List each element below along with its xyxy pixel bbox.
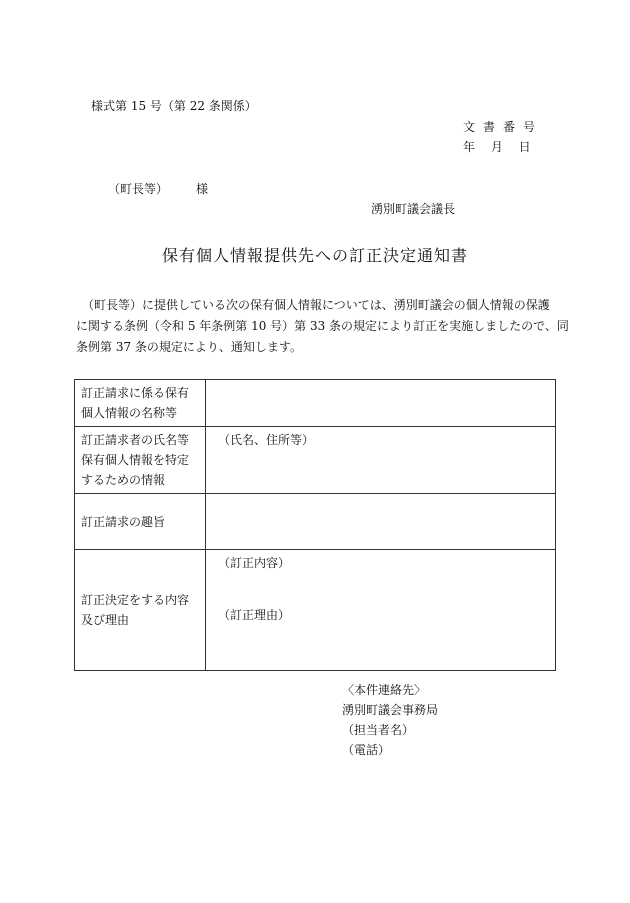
table-row xyxy=(75,550,556,671)
date-line: 年 月 日 xyxy=(463,140,531,154)
notice-body xyxy=(76,295,569,358)
addressee-honorific: 様 xyxy=(196,182,209,196)
addressee-name: （町長等） xyxy=(108,182,169,196)
row-value-purpose xyxy=(206,494,556,550)
addressee xyxy=(108,180,208,197)
body-line: （町長等）に提供している次の保有個人情報については、湧別町議会の個人情報の保護 xyxy=(76,298,550,312)
contact-phone: （電話） xyxy=(342,743,391,757)
table-row xyxy=(75,494,556,550)
sender: 湧別町議会議長 xyxy=(371,202,456,216)
contact-office: 湧別町議会事務局 xyxy=(342,703,439,717)
row-label-decision: 訂正決定をする内容 及び理由 xyxy=(75,550,206,671)
contact-person: （担当者名） xyxy=(342,723,415,737)
row-value-info-name xyxy=(206,380,556,427)
row-label-info-name: 訂正請求に係る保有 個人情報の名称等 xyxy=(75,380,206,427)
correction-table xyxy=(74,379,556,671)
row-label-purpose: 訂正請求の趣旨 xyxy=(75,494,206,550)
decision-content-label: （訂正内容） xyxy=(218,556,291,570)
row-value-decision xyxy=(206,550,556,671)
contact-block xyxy=(342,680,438,760)
row-value-requester: （氏名、住所等） xyxy=(206,427,556,494)
body-line: 条例第 37 条の規定により、通知します。 xyxy=(76,340,302,354)
document-title: 保有個人情報提供先への訂正決定通知書 xyxy=(161,246,468,265)
decision-reason-label: （訂正理由） xyxy=(218,608,291,622)
document-number-label: 文書番号 xyxy=(463,120,544,134)
contact-heading: 〈本件連絡先〉 xyxy=(342,683,427,697)
table-row xyxy=(75,380,556,427)
row-label-requester: 訂正請求者の氏名等 保有個人情報を特定 するための情報 xyxy=(75,427,206,494)
body-line: に関する条例（令和 5 年条例第 10 号）第 33 条の規定により訂正を実施しましたので、同 xyxy=(76,319,569,333)
table-row xyxy=(75,427,556,494)
form-number: 様式第 15 号（第 22 条関係） xyxy=(91,99,257,113)
